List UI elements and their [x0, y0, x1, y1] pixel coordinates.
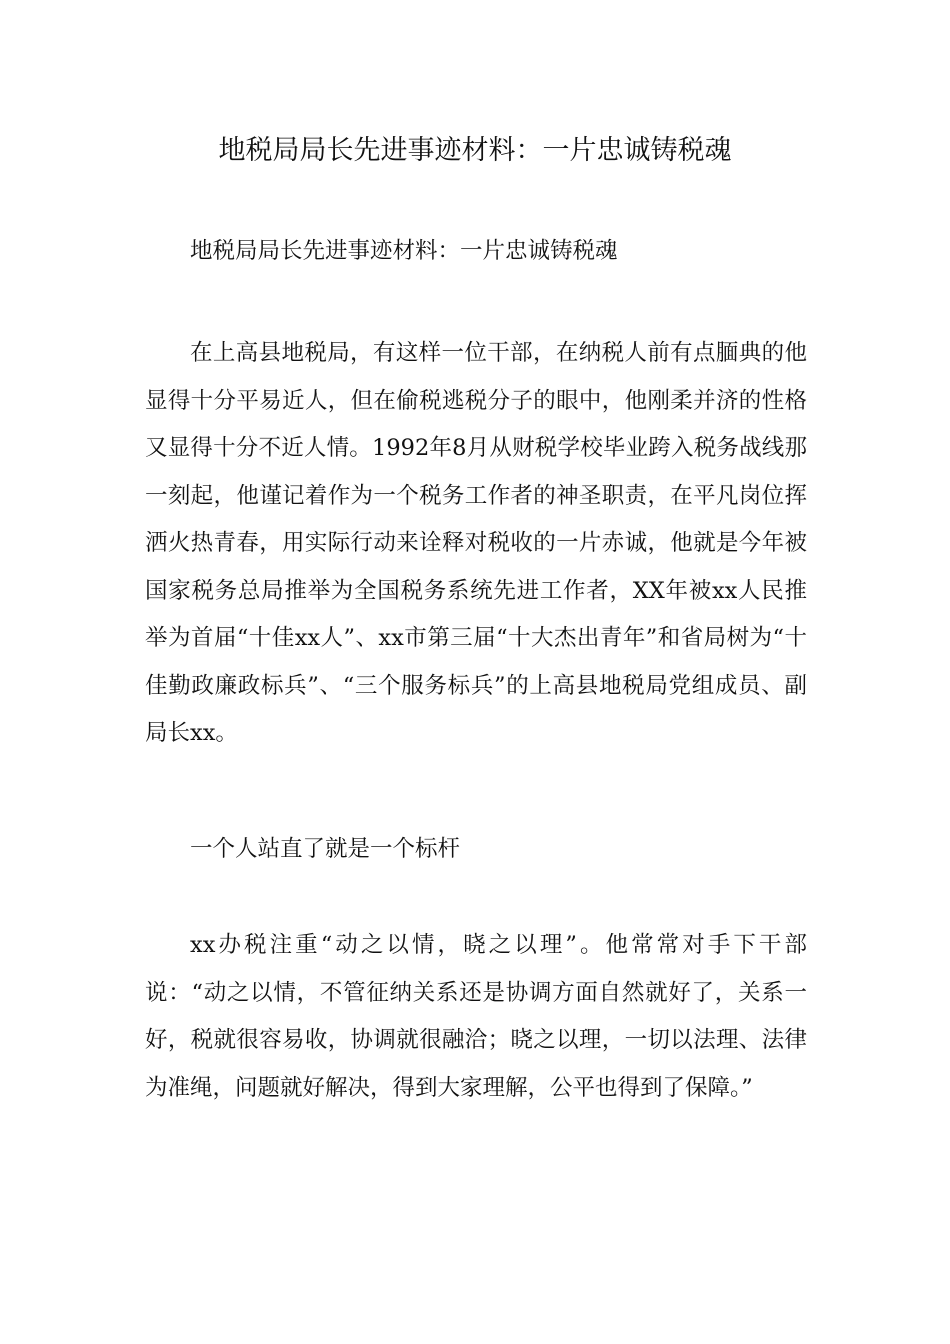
intro-paragraph: 在上高县地税局，有这样一位干部，在纳税人前有点腼典的他显得十分平易近人，但在偷税逃税分子的眼中，他刚柔并济的性格又显得十分不近人情。1992年8月从财税学校毕业跨入税务战线那一刻起，他谨记着作为一个税务工作者的神圣职责，在平凡岗位挥洒火热青春，用实际行动来诠释对税收的一片赤诚，他就是今年被国家税务总局推举为全国税务系统先进工作者，XX年被xx人民推举为首届“十佳xx人”、xx市第三届“十大杰出青年”和省局树为“十佳勤政廉政标兵”、“三个服务标兵”的上高县地税局党组成员、副局长xx。	[145, 340, 807, 746]
section-heading: 一个人站直了就是一个标杆	[190, 836, 461, 862]
subtitle-paragraph: 地税局局长先进事迹材料：一片忠诚铸税魂	[190, 238, 618, 264]
document-title: 地税局局长先进事迹材料：一片忠诚铸税魂	[218, 135, 732, 166]
quote-paragraph: xx办税注重“动之以情，晓之以理”。他常常对手下干部说：“动之以情，不管征纳关系还是协调方面自然就好了，关系一好，税就很容易收，协调就很融洽；晓之以理，一切以法理、法律为准绳，问题就好解决，得到大家理解，公平也得到了保障。”	[145, 932, 807, 1101]
